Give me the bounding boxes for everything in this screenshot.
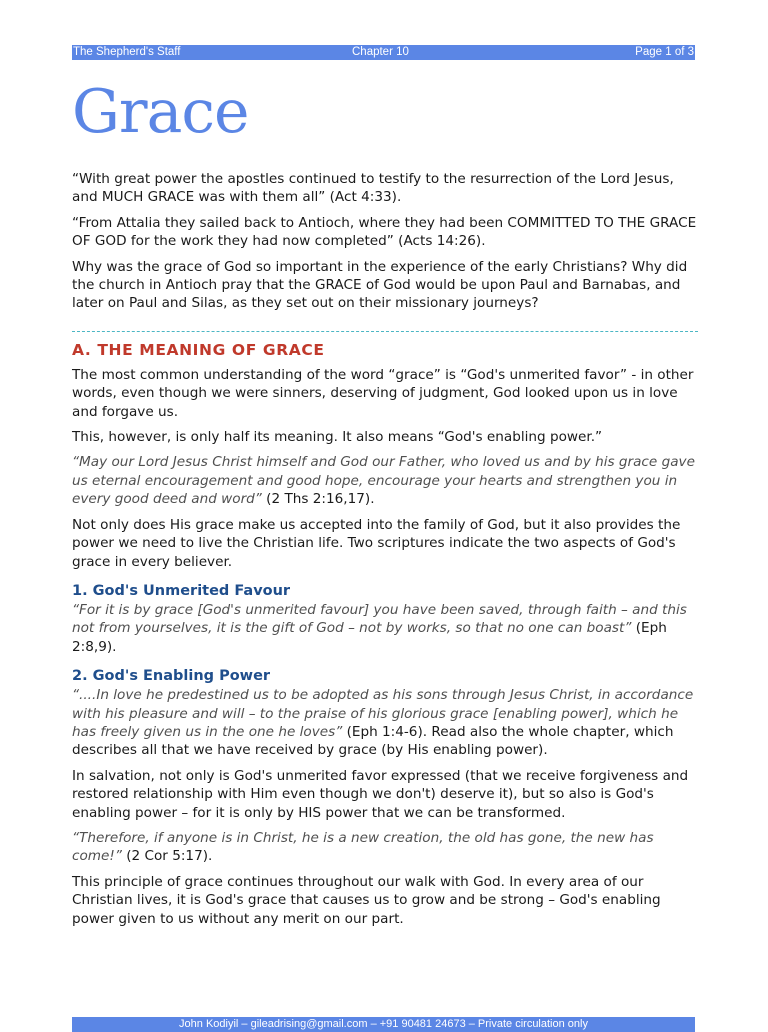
header-chapter: Chapter 10 bbox=[352, 46, 409, 58]
quote-text: “Therefore, if anyone is in Christ, he is a new creation, the old has gone, the new has come!” bbox=[72, 829, 654, 865]
section-a-quote bbox=[72, 453, 698, 508]
intro-question-paragraph: Why was the grace of God so important in the experience of the early Christians? Why did the church in Antioch pray that the GRACE of God would be upon Paul and Barnabas, and later on Paul and Silas, as they set out on their missionary journeys? bbox=[72, 258, 688, 312]
subsection-2-heading: 2. God's Enabling Power bbox=[72, 668, 271, 685]
quote-text: “For it is by grace [God's unmerited favour] you have been saved, through faith – and this not from yourselves, it is the gift of God – not by works, so that no one can boast” bbox=[72, 601, 687, 637]
quote-reference: (2 Cor 5:17). bbox=[121, 848, 213, 865]
page-title: Grace bbox=[72, 77, 249, 147]
intro-quote-acts-4: “With great power the apostles continued to testify to the resurrection of the Lord Jesus, and MUCH GRACE was with them all” (Act 4:33). bbox=[72, 171, 674, 206]
subsection-2-note: Read also the whole chapter, which describes all that we have received by grace (by His enabling power). bbox=[72, 723, 674, 759]
section-divider bbox=[72, 331, 698, 332]
section-a-paragraph-3: Not only does His grace make us accepted into the family of God, but it also provides the power we need to live the Christian life. Two scriptures indicate the two aspects of God's grace in every believer. bbox=[72, 516, 681, 570]
quote-text: “May our Lord Jesus Christ himself and God our Father, who loved us and by his grace gave us eternal encouragement and good hope, encourage your hearts and strengthen you in every good deed and word” bbox=[72, 454, 695, 508]
header-page-number: Page 1 of 3 bbox=[635, 46, 694, 58]
subsection-2-paragraph-3: This principle of grace continues throughout our walk with God. In every area of our Christian lives, it is God's grace that causes us to grow and be strong – God's enabling power given to us without any merit on our part. bbox=[72, 873, 661, 927]
subsection-1-quote bbox=[72, 601, 698, 656]
section-a-paragraph-1: The most common understanding of the word “grace” is “God's unmerited favor” - in other words, even though we were sinners, deserving of judgment, God looked upon us in love and forgave us. bbox=[72, 366, 694, 420]
subsection-2-paragraph-2: In salvation, not only is God's unmerited favor expressed (that we receive forgiveness and restored relationship with Him even though we don't) deserve it), but so also is God's enabling power – for it is only by HIS power that we can be transformed. bbox=[72, 767, 689, 821]
quote-reference: (2 Ths 2:16,17). bbox=[261, 491, 375, 508]
subsection-2-quote bbox=[72, 686, 698, 760]
quote-reference: (Eph 2:8,9). bbox=[72, 620, 667, 655]
page-footer: John Kodiyil – gileadrising@gmail.com – +91 90481 24673 – Private circulation only bbox=[72, 1017, 695, 1032]
intro-quote-acts-14: “From Attalia they sailed back to Antioch, where they had been COMMITTED TO THE GRACE OF GOD for the work they had now completed” (Acts 14:26). bbox=[72, 214, 697, 250]
subsection-2-quote-2 bbox=[72, 829, 698, 866]
document-body bbox=[72, 170, 698, 935]
section-a-heading: A. THE MEANING OF GRACE bbox=[72, 340, 325, 359]
subsection-1-heading: 1. God's Unmerited Favour bbox=[72, 582, 291, 599]
quote-reference: (Eph 1:4-6). bbox=[342, 723, 428, 740]
header-publication: The Shepherd's Staff bbox=[73, 46, 181, 58]
page-header bbox=[72, 45, 695, 60]
quote-text: “....In love he predestined us to be adopted as his sons through Jesus Christ, in accordance with his pleasure and will – to the praise of his glorious grace [enabling power], which he has freely given us in the one he loves” bbox=[72, 687, 694, 740]
section-a-paragraph-2: This, however, is only half its meaning. It also means “God's enabling power.” bbox=[72, 429, 603, 446]
